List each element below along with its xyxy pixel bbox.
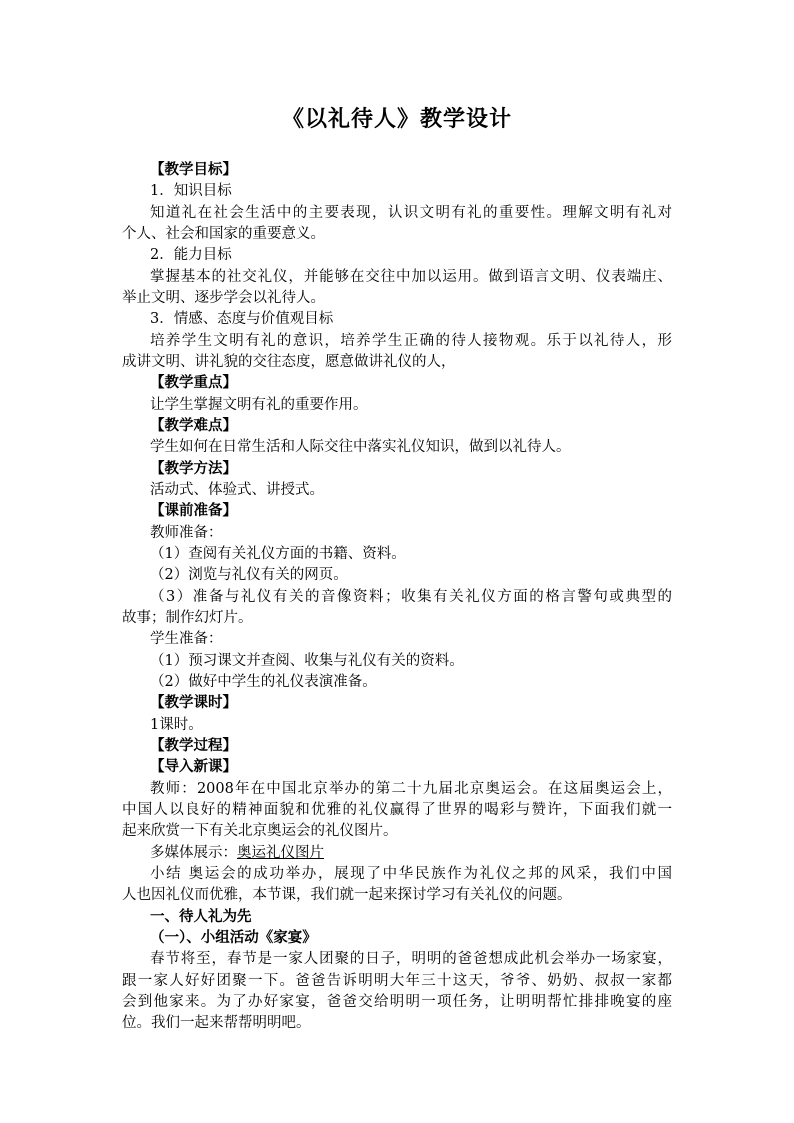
paragraph-line: 掌握基本的社交礼仪，并能够在交往中加以运用。做到语言文明、仪表端庄、 (150, 269, 672, 285)
paragraph-line: 学生准备： (150, 631, 223, 647)
paragraph-line: 个人、社会和国家的重要意义。 (122, 226, 325, 242)
heading-preparation: 【课前准备】 (150, 502, 237, 519)
list-item: （2）浏览与礼仪有关的网页。 (150, 567, 348, 583)
heading-difficulties: 【教学难点】 (150, 417, 237, 434)
paragraph-line: 1课时。 (150, 717, 203, 733)
activity-heading: （一）、小组活动《家宴》 (150, 929, 317, 946)
list-item: （1）查阅有关礼仪方面的书籍、资料。 (150, 546, 406, 562)
heading-process: 【教学过程】 (150, 737, 237, 754)
paragraph-line: 春节将至，春节是一家人团聚的日子，明明的爸爸想成此机会举办一场家宴， (150, 951, 672, 967)
multimedia-line (150, 843, 324, 863)
paragraph-line: 让学生掌握文明有礼的重要作用。 (150, 397, 368, 413)
heading-teaching-goals: 【教学目标】 (150, 161, 237, 178)
subheading-ability-goal: 2．能力目标 (150, 247, 232, 263)
olympic-images-link[interactable]: 奥运礼仪图片 (237, 845, 324, 861)
paragraph-line: 活动式、体验式、讲授式。 (150, 482, 324, 498)
paragraph-line: 教师：2008年在中国北京举办的第二十九届北京奥运会。在这届奥运会上， (150, 781, 672, 797)
heading-introduction: 【导入新课】 (150, 758, 237, 775)
paragraph-line: 故事；制作幻灯片。 (122, 610, 253, 626)
list-item: （3）准备与礼仪有关的音像资料；收集有关礼仪方面的格言警句或典型的 (150, 589, 672, 605)
heading-key-points: 【教学重点】 (150, 374, 237, 391)
list-item: （2）做好中学生的礼仪表演准备。 (150, 674, 377, 690)
document-title: 《以礼待人》教学设计 (281, 106, 512, 132)
paragraph-line: 学生如何在日常生活和人际交往中落实礼仪知识，做到以礼待人。 (150, 439, 571, 455)
paragraph-line: 起来欣赏一下有关北京奥运会的礼仪图片。 (122, 823, 398, 839)
paragraph-line: 会到他家来。为了办好家宴，爸爸交给明明一项任务，让明明帮忙排排晚宴的座 (122, 994, 672, 1010)
heading-class-hours: 【教学课时】 (150, 694, 237, 711)
paragraph-line: 知道礼在社会生活中的主要表现，认识文明有礼的重要性。理解文明有礼对 (150, 205, 672, 221)
subheading-knowledge-goal: 1．知识目标 (150, 183, 232, 199)
subheading-emotion-goal: 3．情感、态度与价值观目标 (150, 311, 334, 327)
paragraph-line: 跟一家人好好团聚一下。爸爸告诉明明大年三十这天，爷爷、奶奶、叔叔一家都 (122, 973, 672, 989)
list-item: （1）预习课文并查阅、收集与礼仪有关的资料。 (150, 653, 464, 669)
paragraph-line: 人也因礼仪而优雅，本节课，我们就一起来探讨学习有关礼仪的问题。 (122, 887, 572, 903)
multimedia-label: 多媒体展示： (150, 845, 237, 861)
paragraph-line: 小结 奥运会的成功举办，展现了中华民族作为礼仪之邦的风采，我们中国 (150, 866, 672, 882)
paragraph-line: 位。我们一起来帮帮明明吧。 (122, 1015, 311, 1031)
paragraph-line: 教师准备： (150, 525, 223, 541)
heading-methods: 【教学方法】 (150, 460, 237, 477)
paragraph-line: 成讲文明、讲礼貌的交往态度，愿意做讲礼仪的人， (122, 354, 456, 370)
paragraph-line: 中国人以良好的精神面貌和优雅的礼仪赢得了世界的喝彩与赞许，下面我们就一 (122, 802, 672, 818)
paragraph-line: 培养学生文明有礼的意识，培养学生正确的待人接物观。乐于以礼待人，形 (150, 333, 672, 349)
section-heading: 一、待人礼为先 (150, 908, 252, 925)
paragraph-line: 举止文明、逐步学会以礼待人。 (122, 290, 325, 306)
